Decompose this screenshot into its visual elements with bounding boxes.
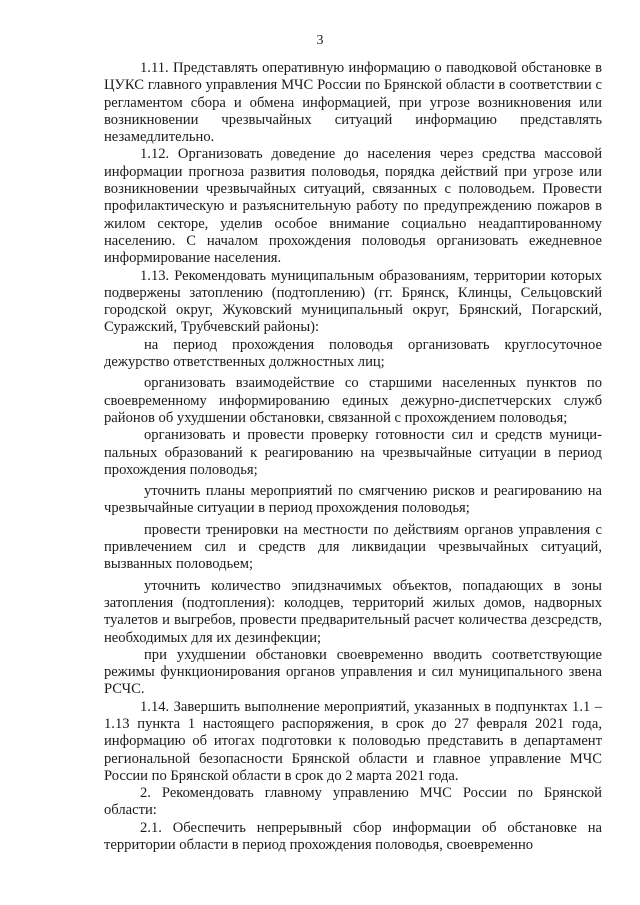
paragraph-risk-plans: уточнить планы мероприятий по смягчению рисков и реагированию на чрезвычайные ситуации в период прохождения половодья;: [104, 483, 602, 517]
paragraph-2-1: 2.1. Обеспечить непрерывный сбор информации об обстановке на территории области в период прохождения половодья, своевременно: [104, 819, 602, 854]
paragraph-1-12: 1.12. Организовать доведение до населения через средства массовой информации прогноза развития половодья, порядка действий при угрозе или возникновении чрезвычайных ситуаций, связанных с половодьем. Провести профилактическую и разъяснительную работу по предупреждению пожаров в жилом секторе, уделив особое внимание социально неадаптированному населению. С началом прохождения половодья организовать ежедневное информирование населения.: [104, 146, 602, 267]
paragraph-1-14: 1.14. Завершить выполнение мероприятий, указанных в подпунктах 1.1 – 1.13 пункта 1 настоящего распоряжения, в срок до 27 февраля 2021 года, информацию об итогах подготовки к половодью представить в департамент региональной безопасности Брянской области и главное управление МЧС России по Брянской области в срок до 2 марта 2021 года.: [104, 698, 602, 784]
paragraph-2: 2. Рекомендовать главному управлению МЧС России по Брянской области:: [104, 785, 602, 819]
paragraph-duty: на период прохождения половодья организовать круглосуточное дежурство ответственных должностных лиц;: [104, 336, 602, 371]
paragraph-1-11: 1.11. Представлять оперативную информацию о паводковой обстановке в ЦУКС главного управления МЧС России по Брянской области в соответствии с регламентом сбора и обмена информацией, при угрозе возникновения или возникновении чрезвычайных ситуаций информацию представлять незамедлительно.: [104, 60, 602, 146]
paragraph-rschs-modes: при ухудшении обстановки своевременно вводить соответствующие режимы функционирования органов управления и сил муниципального звена РСЧС.: [104, 646, 602, 698]
page-number: 3: [316, 33, 324, 48]
paragraph-epidemic-objects: уточнить количество эпидзначимых объектов, попадающих в зоны затопления (подтопления): колодцев, территорий жилых домов, надворных туалетов и выгребов, провести предварительный расчет количества дезсредств, необходимых для их дезинфекции;: [104, 577, 602, 646]
paragraph-field-training: провести тренировки на местности по действиям органов управления с привлечением сил и средств для ликвидации чрезвычайных ситуаций, вызванных половодьем;: [104, 521, 602, 573]
paragraph-1-13: 1.13. Рекомендовать муниципальным образованиям, территории которых подвержены затоплению (подтоплению) (гг. Брянск, Клинцы, Сельцовский городской округ, Жуковский муниципальный округ, Брянский, Погарский, Суражский, Трубчевский районы):: [104, 267, 602, 336]
document-body: [104, 60, 602, 854]
paragraph-readiness-check: организовать и провести проверку готовности сил и средств муниципальных образований к реагированию на чрезвычайные ситуации в период прохождения половодья;: [104, 427, 602, 478]
paragraph-interaction: организовать взаимодействие со старшими населенных пунктов по своевременному информированию единых дежурно-диспетчерских служб районов об ухудшении обстановки, связанной с прохождением половодья;: [104, 375, 602, 426]
